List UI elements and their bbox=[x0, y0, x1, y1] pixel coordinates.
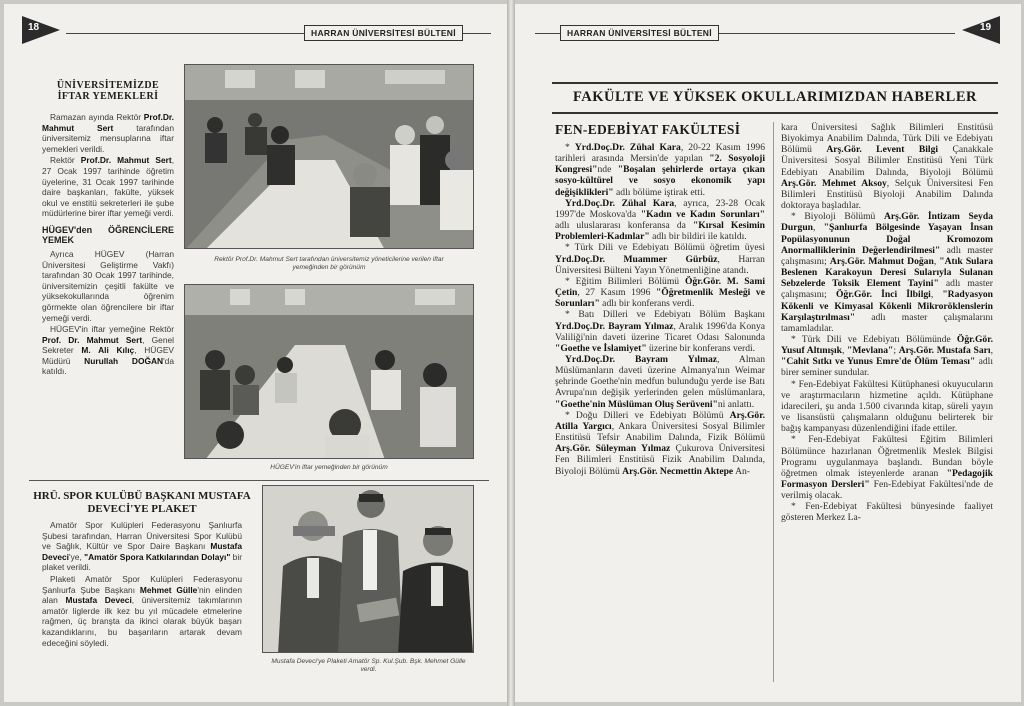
iftar-paragraph-1: Ramazan ayında Rektör Prof.Dr. Mahmut Sert tarafından üniversitemiz mensuplarına iftar yemekleri verildi. bbox=[42, 112, 174, 154]
news-item: * Batı Dilleri ve Edebiyatı Bölüm Başkanı Yrd.Doç.Dr. Bayram Yılmaz, Aralık 1996'da Konya Valiliği'nin daveti üzerine Ticaret Odası Salonunda "Goethe ve İslamiyet" üzerine bir konferans verdi. bbox=[555, 309, 766, 354]
news-item: * Doğu Dilleri ve Edebiyatı Bölümü Arş.Gör. Atilla Yargıcı, Ankara Üniversitesi Sosyal Bilimler Enstitüsü Tefsir Anabilim Dalında, Fizik Bölümü Arş.Gör. Süleyman Yılmaz Çukurova Üniversitesi Fen Bilimleri Enstitüsü Fizik Anabilim Dalında, Biyoloji Bölümü Arş.Gör. Necmettin Aktepe An- bbox=[555, 409, 765, 477]
news-item: * Eğitim Bilimleri Bölümü Öğr.Gör. M. Sami Çetin, 27 Kasım 1996 "Öğretmenlik Mesleği ve Sorunları" adlı bir konferans verdi. bbox=[555, 275, 765, 310]
spor-article bbox=[42, 520, 242, 649]
right-page bbox=[515, 4, 1021, 702]
spor-paragraph-2: Plaketi Amatör Spor Kulüpleri Federasyonu Şanlıurfa Şube Başkanı Mehmet Gülle'nin elinden alan Mustafa Deveci, üniversitemiz takımlarının amatör liglerde ilk kez bu yıl mücadele etmelerine rağmen, üç branşta da ikinci olarak büyük başarı kazandıklarını, bu başarıların artarak devam edeceğini söyledi. bbox=[42, 573, 242, 648]
news-item: * Fen-Edebiyat Fakültesi Eğitim Bilimleri Bölümünce hazırlanan Öğretmenlik Meslek Bilgisi Programı uygulanmaya başlandı. Bundan böyle öğretmen olmak isteyenlerde aranan "Pedagojik Formasyon Dersleri" Fen-Edebiyat Fakültesi'nde de verilmiş olacak. bbox=[781, 434, 993, 502]
news-item: Yrd.Doç.Dr. Bayram Yılmaz, Alman Müslümanların daveti üzerine Almanya'nın Weimar şehrinde Goethe'nin medfun bulunduğu yerde ise Batı Avrupa'nın değişik yerlerinden gelen müslümanlara, "Goethe'nin Müslüman Oluş Serüveni"ni anlattı. bbox=[555, 353, 765, 410]
news-item: * Fen-Edebiyat Fakültesi bünyesinde faaliyet gösteren Merkez La- bbox=[781, 501, 993, 524]
photo-3-caption: Mustafa Deveci'ye Plaketi Amatör Sp. Kul.Şub. Bşk. Mehmet Gülle verdi. bbox=[271, 658, 466, 673]
iftar-photo-1 bbox=[184, 64, 474, 249]
section-title-bar bbox=[552, 82, 998, 114]
bulletin-title: HARRAN ÜNİVERSİTESİ BÜLTENİ bbox=[560, 25, 719, 41]
news-column-2 bbox=[781, 122, 993, 524]
news-item: * Fen-Edebiyat Fakültesi Kütüphanesi okuyucuların ve araştırmacıların hizmetine açıldı. Kütüphane idarecileri, şu anda 1.500 civarında kitap, süreli yayın ve lisansüstü çalışmaların olduğunu belirterek bir bağış kampanyası düzenlendiğini ifade ettiler. bbox=[781, 378, 993, 435]
iftar-article bbox=[42, 80, 174, 378]
photo-2-caption: HÜGEV'in iftar yemeğinden bir görünüm bbox=[270, 464, 388, 471]
hugev-paragraph-2: HÜGEV'in iftar yemeğine Rektör Prof. Dr. Mahmut Sert, Genel Sekreter M. Ali Kılıç, HÜGEV Müdürü Nurullah DOĞAN'da katıldı. bbox=[42, 324, 175, 377]
column-divider bbox=[773, 122, 774, 682]
spor-paragraph-1: Amatör Spor Kulüpleri Federasyonu Şanlıurfa Şubesi tarafından, Harran Üniversitesi Spor Kulübü ve Sağlık, Kültür ve Spor Daire Başkanı Mustafa Deveci'ye, "Amatör Spora Katkılarından Dolayı" bir plaket verildi. bbox=[42, 520, 242, 573]
news-item: * Türk Dili ve Edebiyatı Bölümünde Öğr.Gör. Yusuf Altınışık, "Mevlana"; Arş.Gör. Mustafa Sarı, "Cahit Sıtkı ve Yunus Emre'de Ölüm Teması" adlı birer seminer sundular. bbox=[781, 333, 993, 379]
page-number: 19 bbox=[980, 22, 992, 33]
page-number: 18 bbox=[28, 22, 40, 33]
news-item: Yrd.Doç.Dr. Zühal Kara, ayrıca, 23-28 Ocak 1997'de Moskova'da "Kadın ve Kadın Sorunları" adlı uluslararası konferansa da "Kırsal Kesimin Problemleri-Kadınlar" adlı bir bildiri ile katıldı. bbox=[555, 197, 766, 243]
hugev-heading: HÜGEV'den ÖĞRENCİLERE YEMEK bbox=[42, 224, 174, 246]
plaque-photo bbox=[262, 485, 474, 653]
left-page bbox=[4, 4, 507, 702]
iftar-heading: ÜNİVERSİTEMİZDE İFTAR YEMEKLERİ bbox=[56, 80, 160, 102]
spor-heading: HRÜ. SPOR KULÜBÜ BAŞKANI MUSTAFA DEVECİ'YE PLAKET bbox=[33, 490, 251, 515]
bulletin-title: HARRAN ÜNİVERSİTESİ BÜLTENİ bbox=[304, 25, 463, 41]
news-column-1 bbox=[555, 122, 765, 477]
faculty-heading: FEN-EDEBİYAT FAKÜLTESİ bbox=[555, 122, 741, 137]
page-number-badge bbox=[962, 16, 1000, 44]
news-item: kara Üniversitesi Sağlık Bilimleri Enstitüsü Biyokimya Anabilim Dalında, Türk Dili ve Edebiyatı Bölümü Arş.Gör. Levent Bilgi Çanakkale Üniversitesi Sosyal Bilimler Enstitüsü Yeni Türk Edebiyatı Anabilim Dalında, Biyoloji Bölümü Arş.Gör. Mehmet Aksoy, Selçuk Üniversitesi Fen Bilimleri Enstitüsü Biyoloji Anabilim Dalında doktoraya başladılar. bbox=[781, 122, 993, 212]
hugev-paragraph-1: Ayrıca HÜGEV (Harran Üniversitesi Geliştirme Vakfı) tarafından 30 Ocak 1997 tarihinde, üniversitemizin çeşitli fakülte ve yüksekokullarında öğrenim görmekte olan öğrencilere bir iftar yemeği verdi. bbox=[42, 248, 174, 323]
section-title: FAKÜLTE VE YÜKSEK OKULLARIMIZDAN HABERLER bbox=[572, 89, 977, 105]
iftar-paragraph-2: Rektör Prof.Dr. Mahmut Sert, 27 Ocak 1997 tarihinde öğretim üyelerine, 31 Ocak 1997 tarihinde daire başkanları, fakülte, yüksek okul ve enstitü sekreterleri ile şube müdürlerine birer iftar yemeği verdi. bbox=[42, 155, 175, 219]
book-spine bbox=[507, 0, 515, 706]
news-item: * Yrd.Doç.Dr. Zühal Kara, 20-22 Kasım 1996 tarihleri arasında Mersin'de yapılan "2. Sosyoloji Kongresi"nde "Boşalan şehirlerde ortaya çıkan sosyo-kültürel ve sosyo ekonomik yapı değişiklikleri" adlı bölüme iştirak etti. bbox=[555, 142, 766, 198]
photo-1-caption: Rektör Prof.Dr. Mahmut Sert tarafından üniversitemiz yöneticilerine verilen iftar yemeğinden bir görünüm bbox=[214, 256, 444, 271]
news-item: * Biyoloji Bölümü Arş.Gör. İntizam Seyda Durgun, "Şanlıurfa Bölgesinde Yaşayan İnsan Popülasyonunun Doğal Kromozom Anormalliklerinin Değerlendirilmesi" adlı master çalışmasını; Arş.Gör. Mahmut Doğan, "Atık Sulara Beslenen Karakoyun Deresi Sularıyla Sulanan Sebzelerde Toksik Element Tayini" adlı master çalışmasını; Öğr.Gör. İnci İlbilgi, "Radyasyon Kökenli ve Kimyasal Kökenli Mikroröklenslerin Karşılaştırılması" adlı master çalışmalarını tamamladılar. bbox=[781, 211, 994, 334]
iftar-photo-2 bbox=[184, 284, 474, 459]
news-item: * Türk Dili ve Edebiyatı Bölümü öğretim üyesi Yrd.Doç.Dr. Muammer Gürbüz, Harran Üniversitesi Bülteni Yayın Yönetmenliğine atandı. bbox=[555, 242, 765, 276]
page-number-badge bbox=[22, 16, 60, 44]
section-divider bbox=[29, 480, 489, 481]
